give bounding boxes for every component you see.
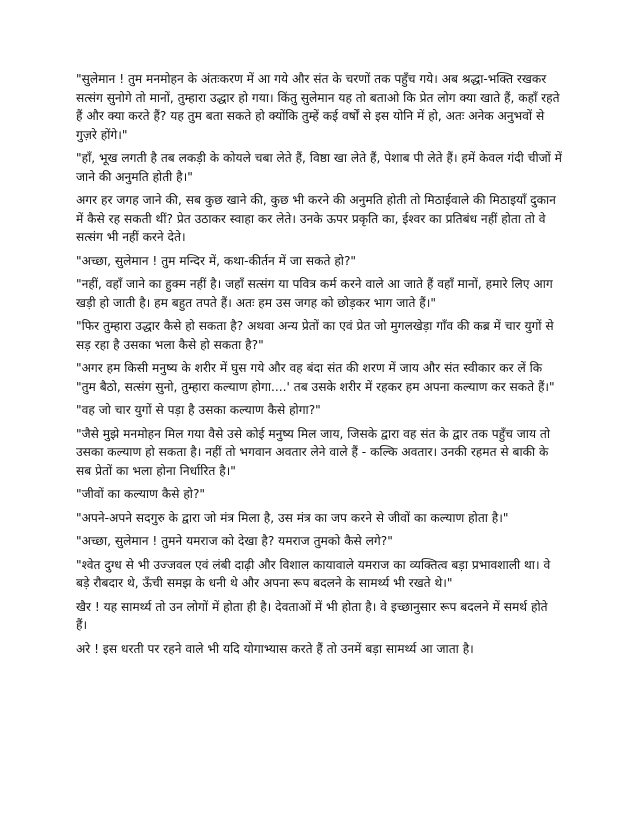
paragraph-13: "श्वेत दुग्ध से भी उज्जवल एवं लंबी दाढ़ी और विशाल कायावाले यमराज का व्यक्तित्व बड़ा प्रभावशाली था। वे बड़े रौबदार थे, ऊँची समझ के धनी थे और अपना रूप बदलने के सामर्थ्य भी रखते थे।" (76, 557, 551, 590)
paragraph-1: "सुलेमान ! तुम मनमोहन के अंतःकरण में आ गये और संत के चरणों तक पहुँच गये। अब श्रद्धा-भक्ति रखकर सत्संग सुनोगे तो मानों, तुम्हारा उद्धार हो गया। किंतु सुलेमान यह तो बताओ कि प्रेत लोग क्या खाते हैं, कहाँ रहते हैं और क्या करते हैं? यह तुम बता सकते हो क्योंकि तुम्हें कई वर्षों से इस योनि में हो, अतः अनेक अनुभवों से गुज़रे होंगे।" (76, 72, 560, 142)
paragraph-11: "अपने-अपने सदगुरु के द्वारा जो मंत्र मिला है, उस मंत्र का जप करने से जीवों का कल्याण होता है।" (76, 510, 509, 525)
paragraph-2: "हाँ, भूख लगती है तब लकड़ी के कोयले चबा लेते हैं, विष्ठा खा लेते हैं, पेशाब पी लेते हैं। हमें केवल गंदी चीजों में जाने की अनुमति होती है।" (76, 151, 562, 184)
paragraph-14: खैर ! यह सामर्थ्य तो उन लोगों में होता ही है। देवताओं में भी होता है। वे इच्छानुसार रूप बदलने में समर्थ होते हैं। (76, 599, 548, 632)
paragraph-15: अरे ! इस धरती पर रहने वाले भी यदि योगाभ्यास करते हैं तो उनमें बड़ा सामर्थ्य आ जाता है। (76, 641, 474, 656)
paragraph-5: "नहीं, वहाँ जाने का हुक्म नहीं है। जहाँ सत्संग या पवित्र कर्म करने वाले आ जाते हैं वहाँ मानों, हमारे लिए आग खड़ी हो जाती है। हम बहुत तपते हैं। अतः हम उस जगह को छोड़कर भाग जाते हैं।" (76, 277, 553, 310)
paragraph-10: "जीवों का कल्याण कैसे हो?" (76, 487, 206, 501)
paragraph-4: "अच्छा, सुलेमान ! तुम मन्दिर में, कथा-कीर्तन में जा सकते हो?" (76, 253, 357, 268)
paragraph-8: "वह जो चार युगों से पड़ा है उसका कल्याण कैसे होगा?" (76, 403, 321, 417)
paragraph-7: "अगर हम किसी मनुष्य के शरीर में घुस गये और वह बंदा संत की शरण में जाय और संत स्वीकार कर लें कि "तुम बैठो, सत्संग सुनो, तुम्हारा कल्याण होगा....' तब उसके शरीर में रहकर हम अपना कल्याण कर सकते हैं।" (76, 361, 555, 394)
paragraph-3: अगर हर जगह जाने की, सब कुछ खाने की, कुछ भी करने की अनुमति होती तो मिठाईवाले की मिठाइयाँ दुकान में कैसे रह सकती थीं? प्रेत उठाकर स्वाहा कर लेते। उनके ऊपर प्रकृति का, ईश्वर का प्रतिबंध नहीं होता तो वे सत्संग भी नहीं करने देते। (76, 193, 556, 244)
paragraph-9: "जैसे मुझे मनमोहन मिल गया वैसे उसे कोई मनुष्य मिल जाय, जिसके द्वारा वह संत के द्वार तक पहुँच जाय तो उसका कल्याण हो सकता है। नहीं तो भगवान अवतार लेने वाले हैं - कल्कि अवतार। उनकी रहमत से बाकी के सब प्रेतों का भला होना निर्धारित है।" (76, 426, 550, 478)
paragraph-12: "अच्छा, सुलेमान ! तुमने यमराज को देखा है? यमराज तुमको कैसे लगे?" (76, 534, 393, 548)
paragraph-6: "फिर तुम्हारा उद्धार कैसे हो सकता है? अथवा अन्य प्रेतों का एवं प्रेत जो मुगलखेड़ा गाँव की कब्र में चार युगों से सड़ रहा है उसका भला कैसे हो सकता है?" (76, 319, 554, 352)
document-page (76, 70, 562, 663)
